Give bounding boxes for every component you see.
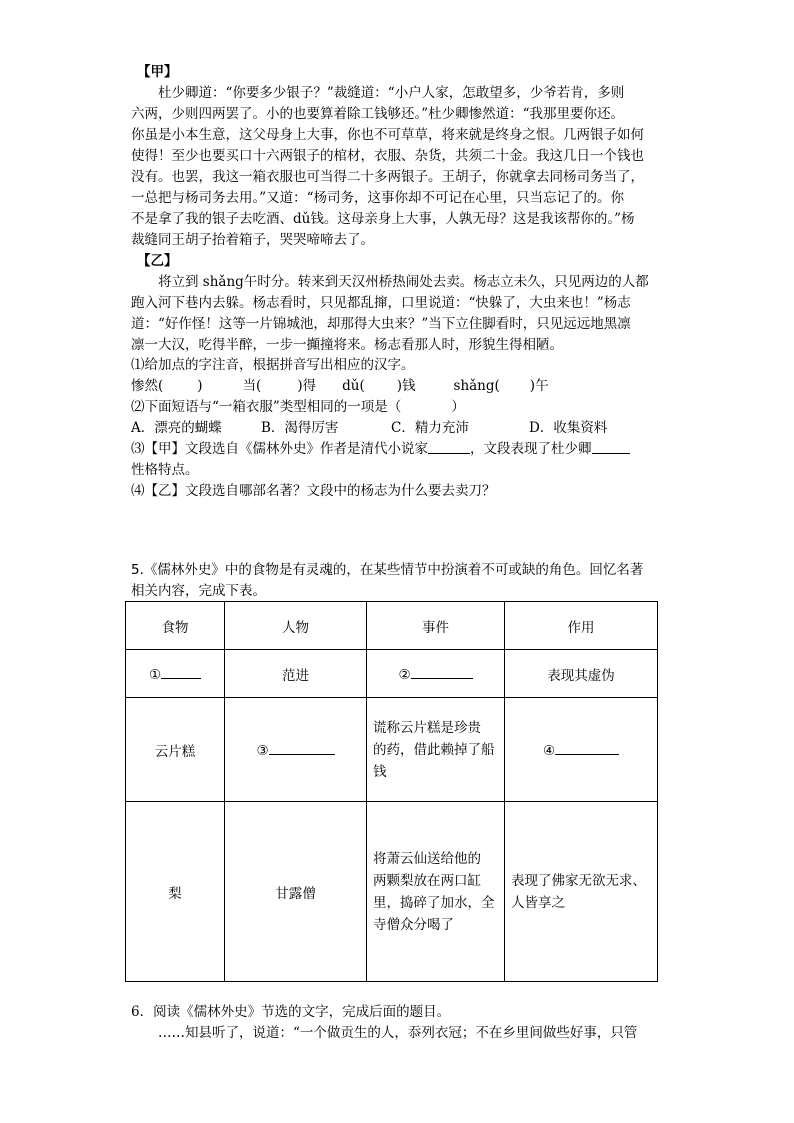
header-cell: 人物	[225, 602, 367, 650]
passage-jia-line: 六两，少则四两罢了。小的也要算着除工钱够还。”杜少卿惨然道：“我那里要你还。	[131, 106, 625, 122]
answer-blank[interactable]	[555, 740, 619, 755]
table-cell: 表现其虚伪	[505, 650, 658, 698]
passage-yi	[131, 251, 671, 356]
q6-line: 6．阅读《儒林外史》节选的文字，完成后面的题目。	[131, 1004, 451, 1020]
passage-yi-line: 将立到 shǎng午时分。转来到天汉州桥热闹处去卖。杨志立未久，只见两边的人都	[158, 274, 649, 290]
table-row	[126, 650, 658, 698]
table-cell: 甘露僧	[225, 802, 367, 982]
cell-marker: ①	[148, 667, 162, 683]
cell-marker: ③	[256, 743, 269, 759]
q1-item: shǎng(	[453, 378, 500, 394]
table-cell: 梨	[126, 802, 225, 982]
header-cell: 事件	[367, 602, 505, 650]
table-cell: 范进	[225, 650, 367, 698]
question-3-cont: 性格特点。	[131, 462, 199, 478]
question-2-options	[131, 418, 671, 439]
event-line: 两颗梨放在两口缸	[373, 872, 481, 889]
question-2-text: ⑵下面短语与“一箱衣服”类型相同的一项是（	[131, 399, 402, 415]
q1-item: dǔ(	[342, 378, 365, 394]
table-cell	[225, 698, 367, 802]
effect-line: 人皆享之	[511, 894, 565, 911]
question-1: ⑴给加点的字注音，根据拼音写出相应的汉字。	[131, 357, 415, 373]
passage-jia-label: 【甲】	[137, 64, 178, 80]
cell-marker: ④	[542, 743, 556, 759]
table-cell	[505, 698, 658, 802]
answer-blank[interactable]	[269, 740, 335, 755]
option-d: D．收集资料	[529, 420, 608, 436]
answer-blank[interactable]	[428, 439, 470, 454]
question-1-items	[131, 376, 671, 397]
cell-marker: ②	[398, 667, 411, 683]
header-cell: 食物	[126, 602, 225, 650]
passage-jia-line: 你虽是小本生意，这父母身上大事，你也不可草草，将来就是终身之恨。几两银子如何	[131, 127, 644, 143]
q5-line: 相关内容，完成下表。	[131, 583, 266, 599]
passage-jia-line: 使得！至少也要买口十六两银子的棺材，衣服、杂货，共须二十金。我这几日一个钱也	[131, 148, 644, 164]
passage-yi-label: 【乙】	[137, 253, 178, 269]
passage-jia-line: 不是拿了我的银子去吃酒、dǔ钱。这母亲身上大事，人孰无母？这是我该帮你的。”杨	[131, 211, 635, 227]
q1-item: )午	[529, 378, 549, 394]
option-a: A．漂亮的蝴蝶	[131, 420, 222, 436]
q5-line: 5.《儒林外史》中的食物是有灵魂的，在某些情节中扮演着不可或缺的角色。回忆名著	[131, 562, 644, 578]
event-line: 谎称云片糕是珍贵	[373, 719, 481, 736]
question-2	[131, 397, 671, 418]
question-3-text-b: ，文段表现了杜少卿	[470, 441, 592, 457]
question-5-intro	[131, 560, 671, 602]
event-line: 钱	[373, 763, 387, 780]
question-4: ⑷【乙】文段选自哪部名著？文段中的杨志为什么要去卖刀？	[131, 483, 496, 499]
table-cell	[367, 650, 505, 698]
q1-item: 惨然(	[131, 378, 164, 394]
questions	[131, 355, 671, 502]
q1-item: )	[197, 378, 203, 394]
passage-yi-line: 道：“好作怪！这等一片锦城池，却那得大虫来？”当下立住脚看时，只见远远地黑凛	[131, 316, 631, 332]
passage-yi-line: 跑入河下巷内去躲。杨志看时，只见都乱撺，口里说道：“快躲了，大虫来也！”杨志	[131, 295, 631, 311]
table-cell	[367, 698, 505, 802]
table-cell	[126, 650, 225, 698]
table-cell	[505, 802, 658, 982]
table-cell: 云片糕	[126, 698, 225, 802]
passage-yi-line: 凛一大汉，吃得半醉，一步一攧撞将来。杨志看那人时，形貌生得相陋。	[131, 337, 563, 353]
food-table	[125, 601, 658, 982]
effect-line: 表现了佛家无欲无求、	[511, 872, 646, 889]
passage-jia-line: 裁缝同王胡子抬着箱子，哭哭啼啼去了。	[131, 232, 374, 248]
passage-jia	[131, 62, 671, 251]
option-c: C．精力充沛	[391, 420, 469, 436]
passage-jia-line: 一总把与杨司务去用。”又道：“杨司务，这事你却不可记在心里，只当忘记了的。你	[131, 190, 625, 206]
event-line: 寺僧众分喝了	[373, 916, 454, 933]
event-line: 将萧云仙送给他的	[373, 850, 481, 867]
table-cell	[367, 802, 505, 982]
question-3-text-a: ⑶【甲】文段选自《儒林外史》作者是清代小说家	[131, 441, 428, 457]
q1-item: )钱	[396, 378, 416, 394]
table-row	[126, 802, 658, 982]
passage-jia-line: 没有。也罢，我这一箱衣服也可当得二十多两银子。王胡子，你就拿去同杨司务当了，	[131, 169, 644, 185]
option-b: B．渴得厉害	[261, 420, 339, 436]
q1-item: 当(	[242, 378, 262, 394]
header-cell: 作用	[505, 602, 658, 650]
q1-item: )得	[297, 378, 317, 394]
q6-line: ……知县听了，说道：“一个做贡生的人，忝列衣冠；不在乡里间做些好事，只管	[158, 1025, 638, 1041]
passage-jia-line: 杜少卿道：“你要多少银子？”裁缝道：“小户人家，怎敢望多，少爷若肯，多则	[158, 85, 625, 101]
question-3	[131, 439, 671, 460]
question-6	[131, 1002, 671, 1044]
table-row	[126, 698, 658, 802]
table-header-row	[126, 602, 658, 650]
answer-blank[interactable]	[592, 439, 630, 454]
answer-blank[interactable]	[161, 664, 201, 679]
answer-blank[interactable]	[411, 664, 473, 679]
question-2-close: ）	[451, 399, 465, 415]
event-line: 里，捣碎了加水，全	[373, 894, 495, 911]
event-line: 的药，借此赖掉了船	[373, 741, 495, 758]
